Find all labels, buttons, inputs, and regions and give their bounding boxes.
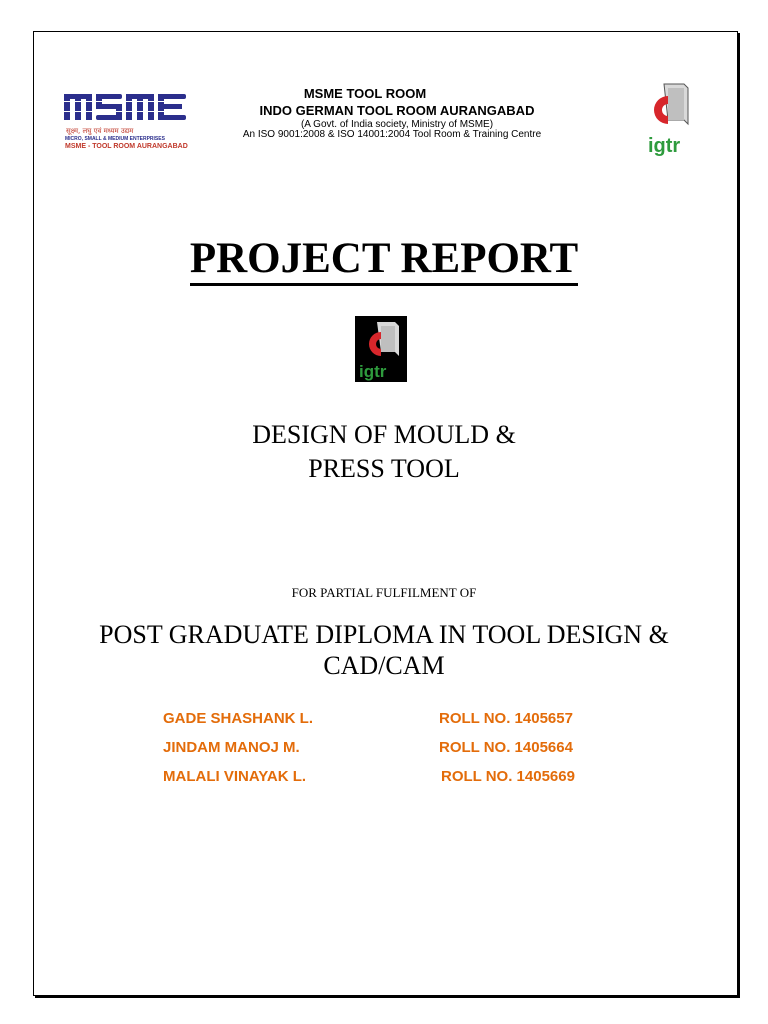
student-name: MALALI VINAYAK L. [163,768,307,785]
msme-caption: MSME - TOOL ROOM AURANGABAD [65,143,188,150]
diploma-line-1: POST GRADUATE DIPLOMA IN TOOL DESIGN & [99,620,669,649]
header-line-2: INDO GERMAN TOOL ROOM AURANGABAD [259,103,535,118]
student-roll: ROLL NO. 1405664 [439,739,573,756]
diploma-line-2: CAD/CAM [323,651,445,680]
header-line-3: (A Govt. of India society, Ministry of MSME) [300,119,494,130]
student-roll: ROLL NO. 1405657 [439,710,573,727]
header-line-1: MSME TOOL ROOM [303,86,427,101]
svg-text:igtr: igtr [648,135,681,157]
igtr-center-logo-icon [355,316,407,382]
student-name: JINDAM MANOJ M. [163,739,300,756]
msme-hindi-tagline: सूक्ष्म, लघु एवं मध्यम उद्यम [66,127,134,135]
student-roll: ROLL NO. 1405669 [441,768,575,785]
partial-fulfilment: FOR PARTIAL FULFILMENT OF [291,585,477,600]
igtr-logo-icon [640,80,702,160]
msme-logo [62,90,196,154]
page-title-text: PROJECT REPORT [190,235,578,286]
page-title [0,234,768,283]
msme-wordmark [62,90,192,128]
header-line-4: An ISO 9001:2008 & ISO 14001:2004 Tool Room & Training Centre [242,129,542,140]
msme-subtitle: MICRO, SMALL & MEDIUM ENTERPRISES [65,136,165,142]
page-border [33,31,738,996]
subject-line-2: PRESS TOOL [308,454,460,483]
svg-text:igtr: igtr [359,362,387,381]
student-name: GADE SHASHANK L. [163,710,314,727]
subject-line-1: DESIGN OF MOULD & [252,420,516,449]
